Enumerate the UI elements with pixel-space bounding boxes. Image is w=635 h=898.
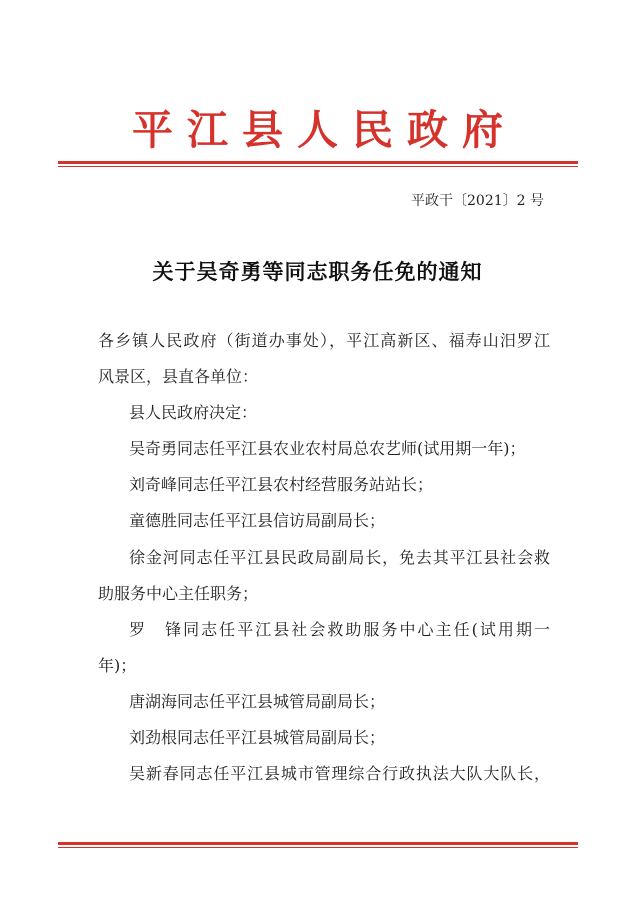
body-line-appointment: 吴新春同志任平江县城市管理综合行政执法大队大队长， (129, 764, 550, 784)
body-line-appointment: 刘奇峰同志任平江县农村经营服务站站长； (129, 475, 434, 495)
body-line-appointment: 罗 锋同志任平江县社会救助服务中心主任(试用期一 (129, 619, 550, 639)
body-line-appointment: 刘劲根同志任平江县城管局副局长； (129, 728, 386, 748)
body-line-appointment: 唐湖海同志任平江县城管局副局长； (129, 691, 386, 711)
notice-body (98, 331, 550, 800)
notice-title: 关于吴奇勇等同志职务任免的通知 (152, 259, 483, 284)
issuing-authority-title: 平江县人民政府 (132, 106, 517, 154)
body-line-appointment-cont: 助服务中心主任职务； (98, 583, 259, 603)
footer-red-rule (58, 842, 578, 848)
body-line-decision: 县人民政府决定： (129, 403, 258, 423)
body-line-appointment: 徐金河同志任平江县民政局副局长，免去其平江县社会救 (129, 547, 550, 567)
body-line-appointment: 吴奇勇同志任平江县农业农村局总农艺师(试用期一年)； (129, 439, 526, 459)
document-number: 平政干〔2021〕2 号 (411, 193, 544, 209)
body-line-salutation-cont: 风景区，县直各单位： (98, 367, 259, 387)
body-line-appointment-cont: 年)； (98, 655, 137, 675)
body-line-appointment: 童德胜同志任平江县信访局副局长； (129, 511, 386, 531)
header-red-rule (58, 161, 578, 167)
body-line-salutation: 各乡镇人民政府（街道办事处），平江高新区、福寿山汨罗江 (98, 331, 550, 350)
